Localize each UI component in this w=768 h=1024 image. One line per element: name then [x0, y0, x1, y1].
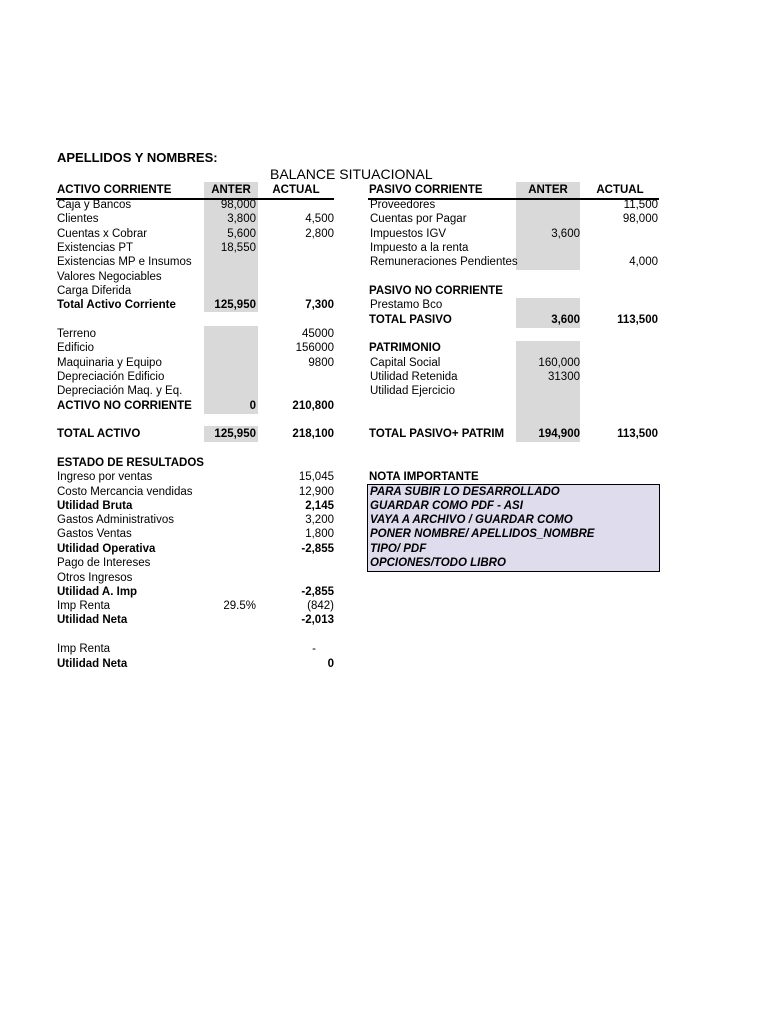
nota-line: PONER NOMBRE/ APELLIDOS_NOMBRE: [370, 528, 595, 540]
pc-label: Cuentas por Pagar: [370, 213, 467, 225]
er-value: (842): [307, 600, 334, 612]
patrimonio-label: Utilidad Ejercicio: [370, 385, 456, 397]
total-activo-anter: 125,950: [214, 428, 256, 440]
ac-actual: 4,500: [305, 213, 334, 225]
activo-corriente-header: ACTIVO CORRIENTE: [57, 184, 172, 196]
name-label: APELLIDOS Y NOMBRES:: [57, 150, 218, 165]
er-label: Utilidad Operativa: [57, 543, 156, 555]
er-label: Gastos Ventas: [57, 528, 132, 540]
pc-anter: 3,600: [551, 228, 580, 240]
anc-actual: 156000: [295, 342, 334, 354]
er-after-value: 0: [327, 658, 334, 670]
total-pasivo-actual: 113,500: [617, 314, 658, 326]
er-label: Ingreso por ventas: [57, 471, 153, 483]
nota-line: TIPO/ PDF: [370, 543, 427, 555]
er-value: 2,145: [305, 500, 334, 512]
activo-no-corriente-total-label: ACTIVO NO CORRIENTE: [57, 400, 192, 412]
left-actual-header: ACTUAL: [272, 184, 320, 196]
er-value: 12,900: [298, 486, 334, 498]
pc-label: Proveedores: [370, 199, 436, 211]
pc-actual: 11,500: [623, 199, 658, 211]
pc-label: Impuesto a la renta: [370, 242, 469, 254]
patrimonio-label: Utilidad Retenida: [370, 371, 458, 383]
ac-label: Clientes: [57, 213, 99, 225]
ac-anter: 98,000: [220, 199, 256, 211]
er-label: Pago de Intereses: [57, 557, 151, 569]
ac-label: Cuentas x Cobrar: [57, 228, 148, 240]
er-value: -2,855: [301, 543, 334, 555]
anc-label: Depreciación Edificio: [57, 371, 165, 383]
er-label: Utilidad A. Imp: [57, 586, 138, 598]
ac-actual: 2,800: [305, 228, 334, 240]
total-activo-corriente-label: Total Activo Corriente: [57, 299, 176, 311]
er-value: 3,200: [305, 514, 334, 526]
nota-line: OPCIONES/TODO LIBRO: [370, 557, 506, 569]
ac-label: Existencias MP e Insumos: [57, 256, 192, 268]
page-title: BALANCE SITUACIONAL: [270, 166, 433, 182]
er-value: 1,800: [305, 528, 334, 540]
activo-no-corriente-total-actual: 210,800: [292, 400, 334, 412]
er-pct: 29.5%: [223, 600, 256, 612]
right-actual-header: ACTUAL: [596, 184, 644, 196]
anc-label: Edificio: [57, 342, 95, 354]
total-activo-corriente-actual: 7,300: [305, 299, 334, 311]
er-label: Gastos Administrativos: [57, 514, 174, 526]
total-pasivo-patrim-label: TOTAL PASIVO+ PATRIM: [369, 428, 505, 440]
er-label: Utilidad Bruta: [57, 500, 133, 512]
anc-label: Terreno: [57, 328, 96, 340]
pasivo-no-corriente-header: PASIVO NO CORRIENTE: [369, 285, 503, 297]
er-label: Costo Mercancia vendidas: [57, 486, 193, 498]
ac-anter: 3,800: [227, 213, 256, 225]
ac-label: Existencias PT: [57, 242, 134, 254]
ac-anter: 5,600: [227, 228, 256, 240]
prestamo-label: Prestamo Bco: [370, 299, 443, 311]
ac-label: Carga Diferida: [57, 285, 132, 297]
anc-label: Maquinaria y Equipo: [57, 357, 162, 369]
total-pasivo-anter: 3,600: [551, 314, 580, 326]
total-activo-actual: 218,100: [292, 428, 334, 440]
er-value: -2,855: [301, 586, 334, 598]
pc-label: Impuestos IGV: [370, 228, 447, 240]
nota-line: GUARDAR COMO PDF - ASI: [370, 500, 523, 512]
er-value: -2,013: [301, 614, 334, 626]
patrimonio-anter: 160,000: [538, 357, 580, 369]
er-label: Imp Renta: [57, 600, 111, 612]
activo-no-corriente-total-anter: 0: [249, 400, 256, 412]
pc-label: Remuneraciones Pendientes: [370, 256, 518, 268]
anc-actual: 9800: [308, 357, 334, 369]
er-value: 15,045: [298, 471, 334, 483]
right-anter-header: ANTER: [528, 184, 568, 196]
pasivo-corriente-header: PASIVO CORRIENTE: [369, 184, 483, 196]
er-after-value: -: [312, 643, 316, 655]
patrimonio-anter: 31300: [548, 371, 580, 383]
total-pasivo-patrim-actual: 113,500: [617, 428, 658, 440]
pc-actual: 4,000: [629, 256, 658, 268]
er-after-label: Utilidad Neta: [57, 658, 128, 670]
patrimonio-header: PATRIMONIO: [369, 342, 441, 354]
ac-anter: 18,550: [220, 242, 256, 254]
nota-header: NOTA IMPORTANTE: [369, 471, 479, 483]
total-activo-label: TOTAL ACTIVO: [57, 428, 141, 440]
total-pasivo-label: TOTAL PASIVO: [369, 314, 452, 326]
er-label: Utilidad Neta: [57, 614, 128, 626]
total-pasivo-patrim-anter: 194,900: [538, 428, 580, 440]
er-after-label: Imp Renta: [57, 643, 111, 655]
estado-resultados-header: ESTADO DE RESULTADOS: [57, 457, 204, 469]
patrimonio-label: Capital Social: [370, 357, 441, 369]
ac-label: Valores Negociables: [57, 271, 162, 283]
er-label: Otros Ingresos: [57, 572, 133, 584]
total-activo-corriente-anter: 125,950: [214, 299, 256, 311]
pc-actual: 98,000: [622, 213, 658, 225]
nota-line: VAYA A ARCHIVO / GUARDAR COMO: [370, 514, 573, 526]
left-anter-header: ANTER: [211, 184, 251, 196]
anc-actual: 45000: [302, 328, 334, 340]
ac-label: Caja y Bancos: [57, 199, 132, 211]
anc-label: Depreciación Maq. y Eq.: [57, 385, 183, 397]
nota-line: PARA SUBIR LO DESARROLLADO: [370, 486, 560, 498]
